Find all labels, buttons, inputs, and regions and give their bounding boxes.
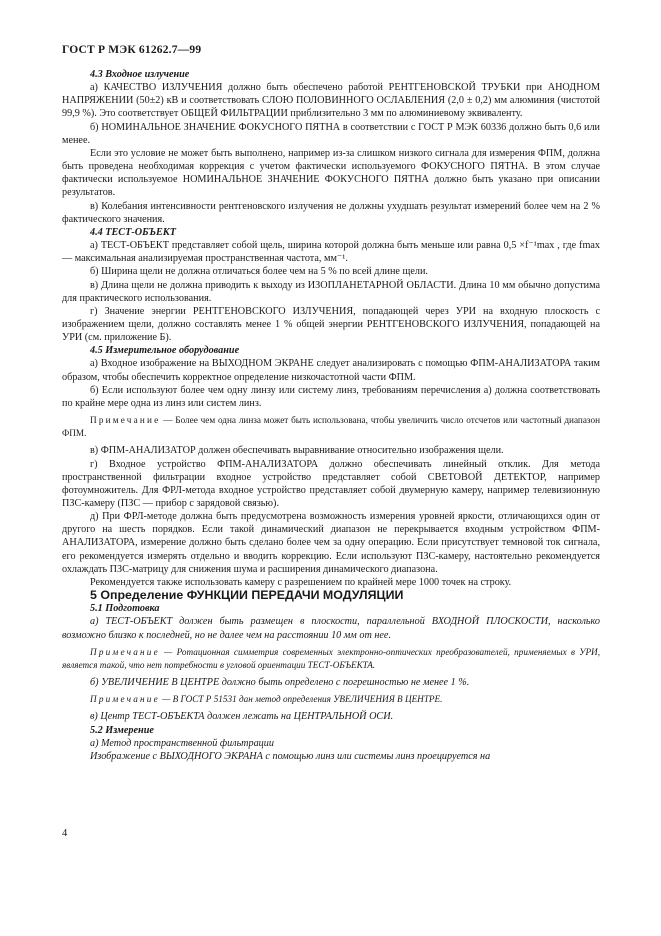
s52-item-a: а) Метод пространственной фильтрации: [90, 737, 274, 749]
page-header: ГОСТ Р МЭК 61262.7—99: [62, 44, 202, 56]
section-4-5-title: 4.5 Измерительное оборудование: [90, 345, 240, 357]
section-5-title: 5 Определение ФУНКЦИИ ПЕРЕДАЧИ МОДУЛЯЦИИ: [90, 588, 404, 603]
s43-item-b-cont: Если это условие не может быть выполнено, например из-за слишком низкого сигнала для измерения ФПМ, должна быть проведена необходимая коррекция с учетом фактически используемого ФОКУСНОГО ПЯТНА. В этом случае фактически используемое НОМИНАЛЬНОЕ ЗНАЧЕНИЕ ФОКУСНОГО ПЯТНА должно быть указано при описании результатов.: [62, 147, 600, 199]
note-text: — В ГОСТ Р 51531 дан метод определения УВЕЛИЧЕНИЯ В ЦЕНТРЕ.: [159, 694, 443, 705]
s45-item-a: а) Входное изображение на ВЫХОДНОМ ЭКРАНЕ следует анализировать с помощью ФПМ-АНАЛИЗАТОРА таким образом, чтобы обеспечить корректное определение низкочастотной части ФПМ.: [62, 358, 600, 383]
s51-note-1: [62, 646, 600, 672]
s45-note: [62, 414, 600, 440]
s51-item-b: б) УВЕЛИЧЕНИЕ В ЦЕНТРЕ должно быть определено с погрешностью не менее 1 %.: [90, 677, 470, 689]
note-text: — Ротационная симметрия современных электронно-оптических преобразователей, применяемых в УРИ, является такой, что нет потребности в угловой ориентации ТЕСТ-ОБЪЕКТА.: [62, 646, 600, 670]
s44-item-a: а) ТЕСТ-ОБЪЕКТ представляет собой щель, ширина которой должна быть меньше или равна 0,5 ×f⁻¹max , где fmax — максимальная анализируемая пространственная частота, мм⁻¹.: [62, 240, 600, 265]
section-5-1-title: 5.1 Подготовка: [90, 603, 160, 615]
note-text: — Более чем одна линза может быть использована, чтобы увеличить число отсчетов или частотный диапазон ФПМ.: [62, 415, 600, 439]
s44-item-c: в) Длина щели не должна приводить к выходу из ИЗОПЛАНЕТАРНОЙ ОБЛАСТИ. Длина 10 мм обычно допустима для практического использования.: [62, 279, 600, 304]
s45-item-f: Рекомендуется также использовать камеру с разрешением по крайней мере 1000 точек на строку.: [90, 576, 512, 588]
page-number: 4: [62, 828, 68, 839]
note-label: Примечание: [90, 646, 160, 657]
note-label: Примечание: [90, 415, 161, 426]
note-label: Примечание: [90, 694, 160, 705]
s43-item-b: б) НОМИНАЛЬНОЕ ЗНАЧЕНИЕ ФОКУСНОГО ПЯТНА в соответствии с ГОСТ Р МЭК 60336 должно быть 0,6 или менее.: [62, 121, 600, 146]
s51-item-a: а) ТЕСТ-ОБЪЕКТ должен быть размещен в плоскости, параллельной ВХОДНОЙ ПЛОСКОСТИ, насколько возможно близко к последней, но не далее чем на расстоянии 10 мм от нее.: [62, 616, 600, 641]
section-4-4-title: 4.4 ТЕСТ-ОБЪЕКТ: [90, 226, 176, 238]
section-4-3-title: 4.3 Входное излучение: [90, 69, 190, 80]
s44-item-b: б) Ширина щели не должна отличаться более чем на 5 % по всей длине щели.: [90, 266, 428, 278]
page-body: [62, 68, 600, 763]
s51-item-c: в) Центр ТЕСТ-ОБЪЕКТА должен лежать на ЦЕНТРАЛЬНОЙ ОСИ.: [90, 711, 394, 723]
s43-item-a: а) КАЧЕСТВО ИЗЛУЧЕНИЯ должно быть обеспечено работой РЕНТГЕНОВСКОЙ ТРУБКИ при АНОДНОМ НАПРЯЖЕНИИ (50±2) кВ и соответствовать СЛОЮ ПОЛОВИННОГО ОСЛАБЛЕНИЯ (2,0 ± 0,2) мм алюминия (чистотой 99,9 %). Это соответствует ОБЩЕЙ ФИЛЬТРАЦИИ приблизительно 3 мм по алюминиевому эквиваленту.: [62, 82, 600, 120]
s45-item-c: в) ФПМ-АНАЛИЗАТОР должен обеспечивать выравнивание относительно изображения щели.: [90, 445, 504, 457]
s44-item-d: г) Значение энергии РЕНТГЕНОВСКОГО ИЗЛУЧЕНИЯ, попадающей через УРИ на входную плоскость с изображением щели, должно составлять менее 1 % общей энергии РЕНТГЕНОВСКОГО ИЗЛУЧЕНИЯ, попадающей на УРИ (см. приложение Б).: [62, 305, 600, 344]
s45-item-b: б) Если используют более чем одну линзу или систему линз, требованиям перечисления а) должна соответствовать по крайне мере одна из линз или систем линз.: [62, 384, 600, 409]
s45-item-d: г) Входное устройство ФПМ-АНАЛИЗАТОРА должно обеспечивать линейный отклик. Для метода пространственной фильтрации входное устройство представляет собой СВЕТОВОЙ ДЕТЕКТОР, например фотоумножитель. Для ФРЛ-метода входное устройство представляет собой двумерную камеру, например телевизионную ПЗС-камеру (ПЗС — прибор с зарядовой связью).: [62, 458, 600, 509]
s51-note-2: [62, 693, 600, 706]
s52-text: Изображение с ВЫХОДНОГО ЭКРАНА с помощью линз или системы линз проецируется на: [90, 750, 491, 762]
s43-item-c: в) Колебания интенсивности рентгеновского излучения не должны ухудшать результат измерений более чем на 2 % фактического значения.: [62, 200, 600, 225]
s45-item-e: д) При ФРЛ-методе должна быть предусмотрена возможность измерения уровней яркости, отличающихся один от другого на шесть порядков. Если такой динамический диапазон не перекрывается входным устройством ФПМ-АНАЛИЗАТОРА, измерение должно быть сделано более чем за одну операцию. Если присутствует темновой ток сигнала, его рекомендуется измерять отдельно и вводить коррекцию. Если используют ПЗС-камеру, настоятельно рекомендуется охлаждать ПЗС-матрицу для снижения шума и расширения динамического диапазона.: [62, 511, 600, 575]
section-5-2-title: 5.2 Измерение: [90, 724, 154, 736]
